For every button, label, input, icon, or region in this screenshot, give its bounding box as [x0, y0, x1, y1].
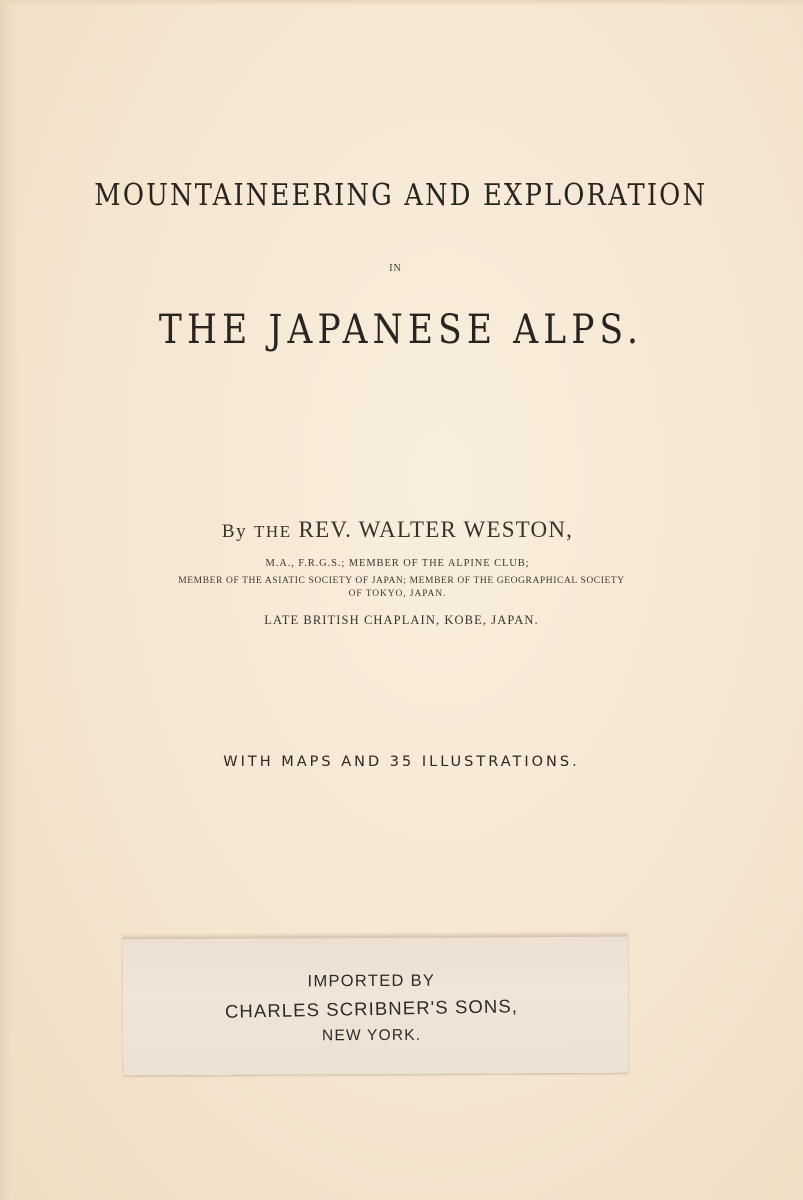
author-name: REV. WALTER WESTON, — [298, 517, 574, 542]
book-title-line-2: THE JAPANESE ALPS. — [158, 307, 644, 353]
author-prefix-by: By — [221, 521, 248, 542]
author-credentials-3: OF TOKYO, JAPAN. — [348, 589, 447, 599]
illustrations-note: WITH MAPS AND 35 ILLUSTRATIONS. — [223, 754, 580, 770]
publisher-label-line-3: NEW YORK. — [321, 1026, 422, 1045]
page-top-edge — [0, 0, 803, 6]
spine-shadow — [0, 0, 18, 1200]
book-title-line-1: MOUNTAINEERING AND EXPLORATION — [94, 178, 708, 213]
author-credentials-2: MEMBER OF THE ASIATIC SOCIETY OF JAPAN; MEMBER OF THE GEOGRAPHICAL SOCIETY — [178, 576, 625, 586]
author-credentials-4: LATE BRITISH CHAPLAIN, KOBE, JAPAN. — [264, 613, 539, 627]
author-line — [0, 517, 799, 543]
author-prefix-the: THE — [254, 522, 292, 541]
publisher-label-line-1: IMPORTED BY — [307, 971, 436, 991]
publisher-label — [123, 935, 629, 1076]
book-title-connector: IN — [389, 263, 402, 274]
publisher-label-line-2: CHARLES SCRIBNER'S SONS, — [224, 995, 519, 1022]
author-credentials-1: M.A., F.R.G.S.; MEMBER OF THE ALPINE CLUB; — [265, 558, 530, 569]
